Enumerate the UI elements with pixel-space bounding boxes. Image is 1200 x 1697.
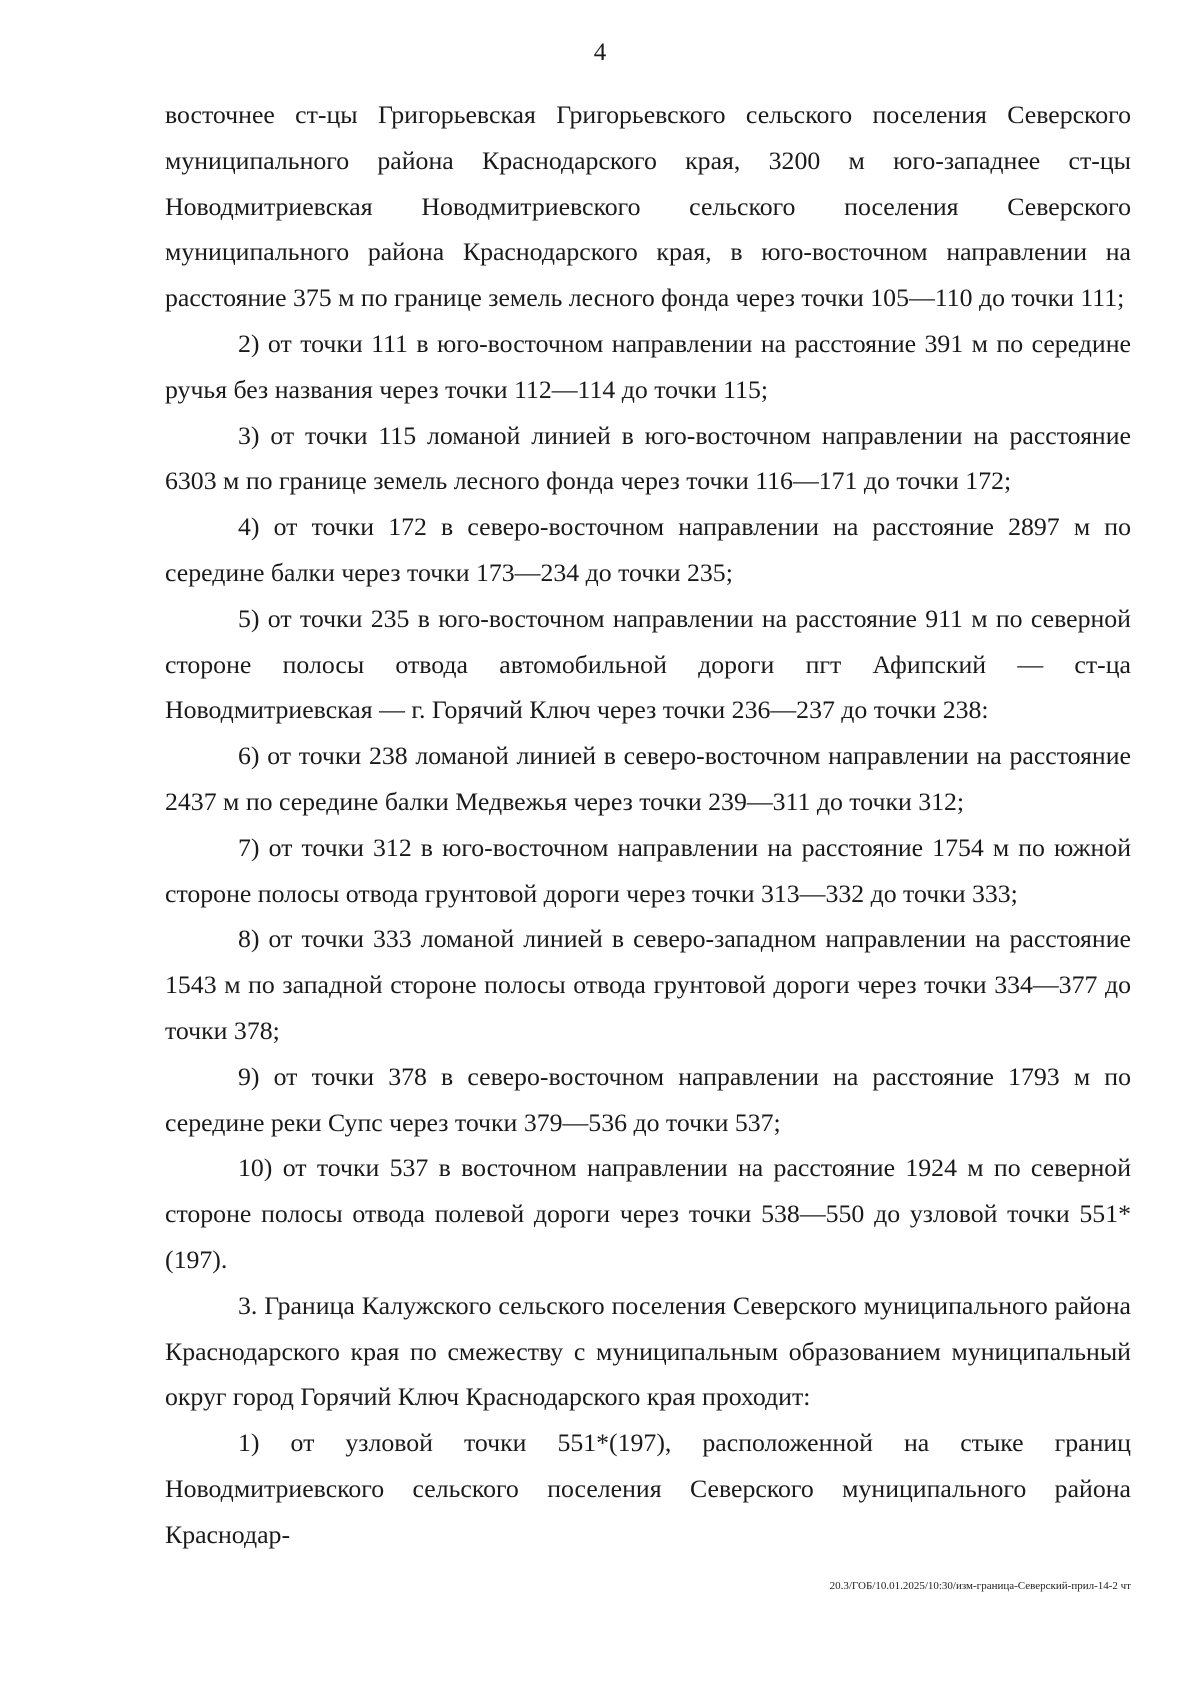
paragraph-item-3: 3) от точки 115 ломаной линией в юго-восточном направлении на расстояние 6303 м по границе земель лесного фонда через точки 116—171 до точки 172;	[165, 420, 1131, 496]
footer-document-code: 20.3/ГОБ/10.01.2025/10:30/изм-граница-Северский-прил-14-2 чт	[829, 1580, 1131, 1592]
paragraph-item-7: 7) от точки 312 в юго-восточном направлении на расстояние 1754 м по южной стороне полосы отвода грунтовой дороги через точки 313—332 до точки 333;	[165, 832, 1131, 908]
document-body	[165, 92, 1131, 1558]
paragraph-item-4: 4) от точки 172 в северо-восточном направлении на расстояние 2897 м по середине балки через точки 173—234 до точки 235;	[165, 512, 1131, 587]
paragraph-item-8: 8) от точки 333 ломаной линией в северо-западном направлении на расстояние 1543 м по западной стороне полосы отвода грунтовой дороги через точки 334—377 до точки 378;	[165, 924, 1131, 1045]
paragraph-item-9: 9) от точки 378 в северо-восточном направлении на расстояние 1793 м по середине реки Супс через точки 379—536 до точки 537;	[165, 1061, 1131, 1137]
paragraph-continuation: восточнее ст-цы Григорьевская Григорьевского сельского поселения Северского муниципального района Краснодарского края, 3200 м юго-западнее ст-цы Новодмитриевская Новодмитриевского сельского поселения Северского муниципального района Краснодарского края, в юго-восточном направлении на расстояние 375 м по границе земель лесного фонда через точки 105—110 до точки 111;	[165, 100, 1131, 313]
paragraph-item-2: 2) от точки 111 в юго-восточном направлении на расстояние 391 м по середине ручья без названия через точки 112—114 до точки 115;	[165, 328, 1131, 404]
paragraph-item-6: 6) от точки 238 ломаной линией в северо-восточном направлении на расстояние 2437 м по середине балки Медвежья через точки 239—311 до точки 312;	[165, 741, 1131, 816]
paragraph-item-5: 5) от точки 235 в юго-восточном направлении на расстояние 911 м по северной стороне полосы отвода автомобильной дороги пгт Афипский — ст-ца Новодмитриевская — г. Горячий Ключ через точки 236—237 до точки 238:	[165, 603, 1131, 725]
paragraph-item-10: 10) от точки 537 в восточном направлении на расстояние 1924 м по северной стороне полосы отвода полевой дороги через точки 538—550 до узловой точки 551*(197).	[165, 1153, 1131, 1274]
paragraph-section-3-item-1: 1) от узловой точки 551*(197), расположенной на стыке границ Новодмитриевского сельского поселения Северского муниципального района Краснодар-	[165, 1428, 1131, 1549]
page-number: 4	[593, 39, 607, 66]
paragraph-section-3: 3. Граница Калужского сельского поселения Северского муниципального района Краснодарского края по смежеству с муниципальным образованием муниципальный округ город Горячий Ключ Краснодарского края проходит:	[165, 1290, 1131, 1412]
